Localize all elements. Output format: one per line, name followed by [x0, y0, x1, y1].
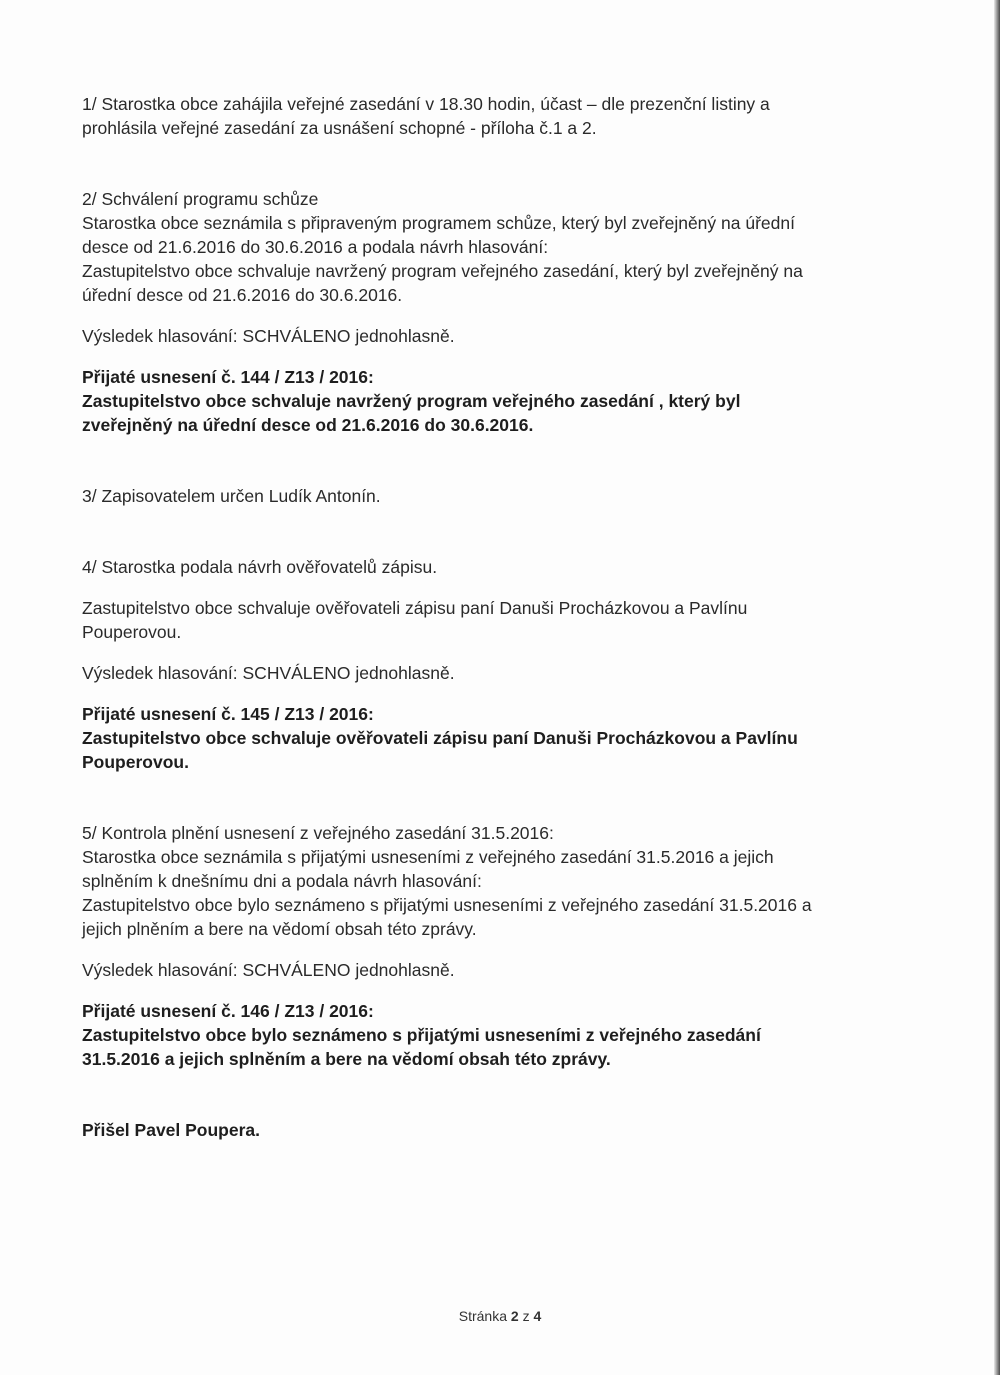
item-2-text-line-2: desce od 21.6.2016 do 30.6.2016 a podala návrh hlasování: [82, 237, 549, 257]
page-number-footer [0, 1308, 1000, 1324]
item-2-text-line-3: Zastupitelstvo obce schvaluje navržený program veřejného zasedání, který byl zveřejněný na [82, 261, 803, 281]
item-1-line-1: 1/ Starostka obce zahájila veřejné zasedání v 18.30 hodin, účast – dle prezenční listiny a [82, 94, 770, 114]
page-current: 2 [510, 1308, 519, 1324]
item-4-heading: 4/ Starostka podala návrh ověřovatelů zápisu. [82, 557, 438, 577]
document-body [82, 92, 912, 1142]
item-2-text-line-1: Starostka obce seznámila s připraveným programem schůze, který byl zveřejněný na úřední [82, 213, 795, 233]
scan-edge-shadow [994, 0, 1000, 1375]
resolution-144-text-line-1: Zastupitelstvo obce schvaluje navržený program veřejného zasedání , který byl [82, 391, 741, 411]
resolution-146-text-line-2: 31.5.2016 a jejich splněním a bere na vědomí obsah této zprávy. [82, 1049, 611, 1069]
item-5-text-line-3: Zastupitelstvo obce bylo seznámeno s přijatými usneseními z veřejného zasedání 31.5.2016 a [82, 895, 812, 915]
item-2-heading: 2/ Schválení programu schůze [82, 189, 319, 209]
resolution-146-text-line-1: Zastupitelstvo obce bylo seznámeno s přijatými usneseními z veřejného zasedání [82, 1025, 761, 1045]
item-5-heading: 5/ Kontrola plnění usnesení z veřejného zasedání 31.5.2016: [82, 823, 554, 843]
item-4-vote-result: Výsledek hlasování: SCHVÁLENO jednohlasně. [82, 663, 455, 683]
item-5-vote-result: Výsledek hlasování: SCHVÁLENO jednohlasně. [82, 960, 455, 980]
page-label: Stránka [458, 1308, 507, 1324]
resolution-145-heading: Přijaté usnesení č. 145 / Z13 / 2016: [82, 704, 374, 724]
resolution-145-text-line-1: Zastupitelstvo obce schvaluje ověřovateli zápisu paní Danuši Procházkovou a Pavlínu [82, 728, 798, 748]
page-separator: z [522, 1308, 530, 1324]
item-5-text-line-2: splněním k dnešnímu dni a podala návrh hlasování: [82, 871, 482, 891]
resolution-144-text-line-2: zveřejněný na úřední desce od 21.6.2016 do 30.6.2016. [82, 415, 534, 435]
item-1-line-2: prohlásila veřejné zasedání za usnášení schopné - příloha č.1 a 2. [82, 118, 597, 138]
resolution-145-text-line-2: Pouperovou. [82, 752, 189, 772]
item-2-vote-result: Výsledek hlasování: SCHVÁLENO jednohlasně. [82, 326, 455, 346]
resolution-144-heading: Přijaté usnesení č. 144 / Z13 / 2016: [82, 367, 374, 387]
arrival-note: Přišel Pavel Poupera. [82, 1120, 261, 1140]
item-2-text-line-4: úřední desce od 21.6.2016 do 30.6.2016. [82, 285, 403, 305]
item-3-recorder: 3/ Zapisovatelem určen Ludík Antonín. [82, 486, 381, 506]
item-5-text-line-4: jejich plněním a bere na vědomí obsah této zprávy. [82, 919, 477, 939]
resolution-146-heading: Přijaté usnesení č. 146 / Z13 / 2016: [82, 1001, 374, 1021]
page-total: 4 [533, 1308, 542, 1324]
item-5-text-line-1: Starostka obce seznámila s přijatými usneseními z veřejného zasedání 31.5.2016 a jejich [82, 847, 774, 867]
item-4-text-line-2: Pouperovou. [82, 622, 182, 642]
item-4-text-line-1: Zastupitelstvo obce schvaluje ověřovateli zápisu paní Danuši Procházkovou a Pavlínu [82, 598, 748, 618]
